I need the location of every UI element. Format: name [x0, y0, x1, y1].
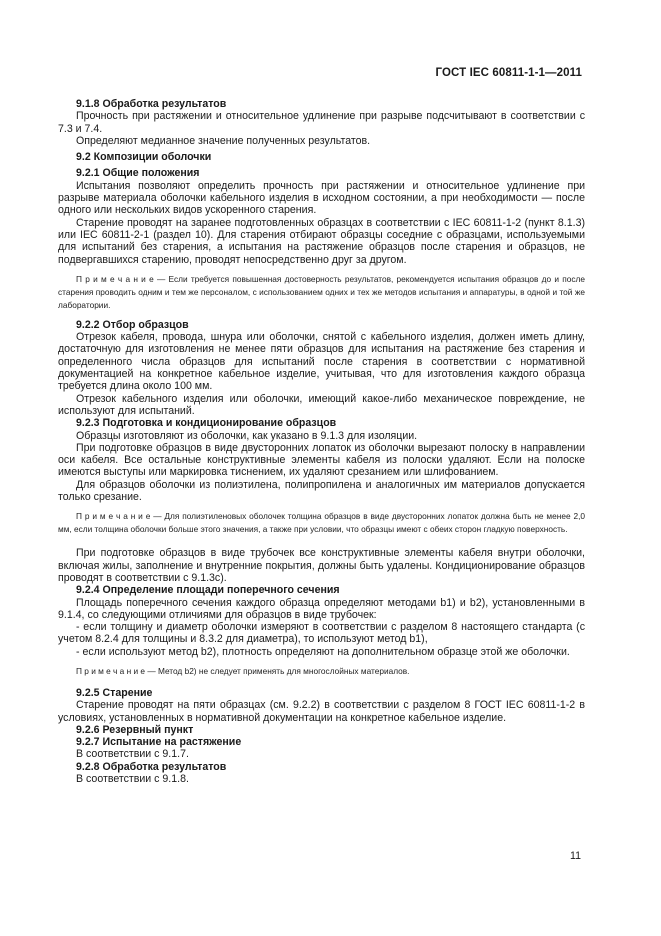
paragraph: При подготовке образцов в виде трубочек все конструктивные элементы кабеля внутри оболочки, включая жилы, заполнение и внутренние покрытия, должны быть удалены. Кондиционирование образцов проводят в соответствии с 9.1.3с). — [58, 547, 585, 584]
heading-9-2: 9.2 Композиции оболочки — [76, 151, 212, 164]
heading-9-2-6: 9.2.6 Резервный пункт — [76, 723, 194, 736]
paragraph: Старение проводят на пяти образцах (см. 9.2.2) в соответствии с разделом 8 ГОСТ IEC 60811-1-2 в условиях, установленных в нормативной документации на конкретное кабельное изделие. — [58, 699, 585, 724]
paragraph: При подготовке образцов в виде двусторонних лопаток из оболочки вырезают полоску в направлении оси кабеля. Все остальные конструктивные элементы кабеля из полоски удаляют. Если на полоске имеются выступы или маркировка тиснением, их удаляют срезанием или шлифованием. — [58, 441, 585, 479]
paragraph: Старение проводят на заранее подготовленных образцах в соответствии с IEC 60811-1-2 (пункт 8.1.3) или IEC 60811-2-1 (раздел 10). Для старения отбирают образцы соседние с образцами, используемыми для испытаний без старения, а испытания на растяжение образцов после старения и образцов, не подвергавшихся старению, проводят непосредственно друг за другом. — [58, 216, 585, 266]
paragraph: В соответствии с 9.1.7. — [76, 748, 189, 761]
list-item: - если толщину и диаметр оболочки измеряют в соответствии с разделом 8 настоящего стандарта (с учетом 8.2.4 для толщины и 8.3.2 для диаметра), то используют метод b1), — [58, 621, 585, 646]
note: П р и м е ч а н и е — Если требуется повышенная достоверность результатов, рекомендуется испытания образцов до и после старения проводить одним и тем же персоналом, с использованием одних и тех же методов испытания и аппаратуры, в одной и той же лаборатории. — [58, 273, 585, 310]
paragraph: Образцы изготовляют из оболочки, как указано в 9.1.3 для изоляции. — [76, 429, 418, 442]
paragraph: Испытания позволяют определить прочность при растяжении и относительное удлинение при разрыве материала оболочки кабельного изделия в исходном состоянии, а при необходимости — после одного или нескольких видов ускоренного старения. — [58, 179, 585, 217]
paragraph: Определяют медианное значение полученных результатов. — [76, 134, 371, 147]
heading-9-1-8: 9.1.8 Обработка результатов — [76, 98, 227, 110]
note: П р и м е ч а н и е — Метод b2) не следует применять для многослойных материалов. — [76, 665, 410, 676]
note: П р и м е ч а н и е — Для полиэтиленовых оболочек толщина образцов в виде двусторонних лопаток должна быть не менее 2,0 мм, если толщина оболочки больше этого значения, а также при условии, что образцы имеют с обеих сторон гладкую поверхность. — [58, 511, 585, 535]
heading-9-2-1: 9.2.1 Общие положения — [76, 167, 200, 180]
standard-designation: ГОСТ IEC 60811-1-1—2011 — [435, 67, 582, 79]
heading-9-2-5: 9.2.5 Старение — [76, 686, 153, 699]
paragraph: Прочность при растяжении и относительное удлинение при разрыве подсчитывают в соответствии с 7.3 и 7.4. — [58, 110, 585, 135]
heading-9-2-8: 9.2.8 Обработка результатов — [76, 760, 227, 773]
paragraph: Площадь поперечного сечения каждого образца определяют методами b1) и b2), установленными в 9.1.4, со следующими отличиями для образцов в виде трубочек: — [58, 596, 585, 621]
heading-9-2-7: 9.2.7 Испытание на растяжение — [76, 736, 242, 749]
paragraph: Для образцов оболочки из полиэтилена, полипропилена и аналогичных им материалов допускается только срезание. — [58, 478, 585, 504]
page-content — [58, 98, 585, 785]
heading-9-2-4: 9.2.4 Определение площади поперечного сечения — [76, 584, 340, 597]
heading-9-2-3: 9.2.3 Подготовка и кондиционирование образцов — [76, 417, 337, 430]
heading-9-2-2: 9.2.2 Отбор образцов — [76, 318, 189, 331]
paragraph: Отрезок кабеля, провода, шнура или оболочки, снятой с кабельного изделия, должен иметь длину, достаточную для изготовления не менее пяти образцов для испытания на растяжение без старения и определенного числа образцов для испытаний после старения в соответствии с нормативной документацией на конкретное кабельное изделие, учитывая, что для изготовления каждого образца требуется длина около 100 мм. — [58, 331, 585, 393]
paragraph: В соответствии с 9.1.8. — [76, 773, 189, 786]
paragraph: Отрезок кабельного изделия или оболочки, имеющий какое-либо механическое повреждение, не используют для испытаний. — [58, 392, 585, 417]
page-number: 11 — [570, 850, 581, 862]
list-item: - если используют метод b2), плотность определяют на дополнительном образце этой же оболочки. — [76, 645, 570, 658]
